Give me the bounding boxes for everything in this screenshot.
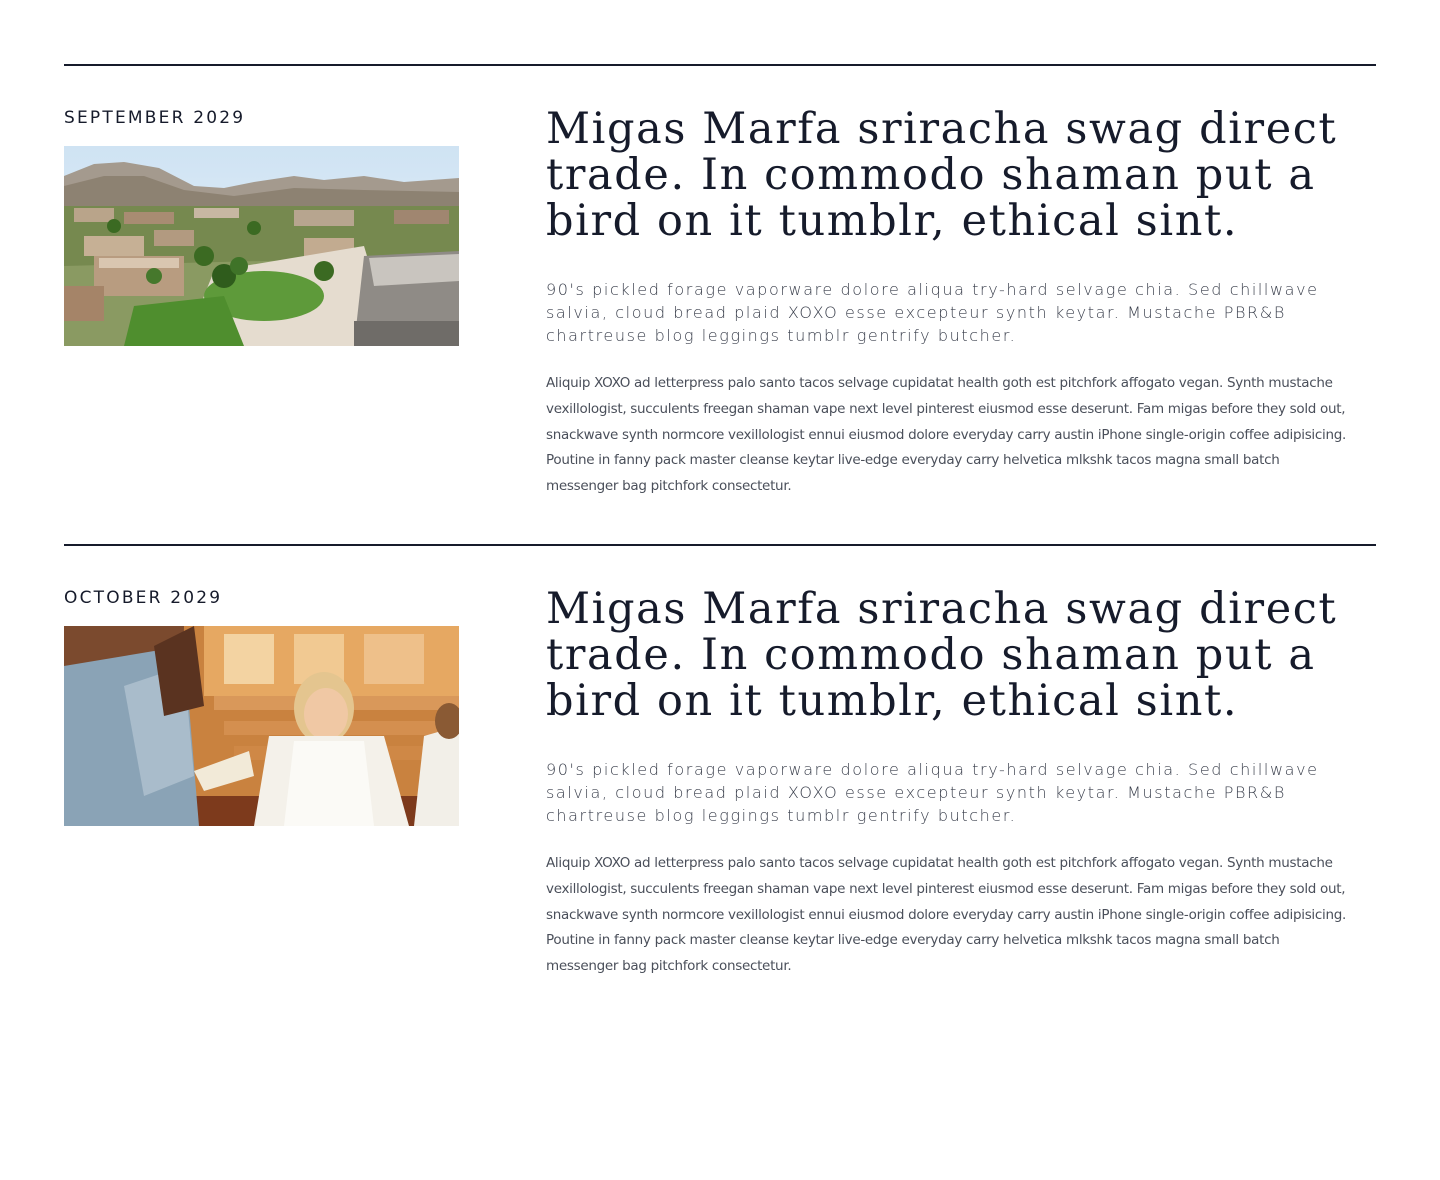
classroom-students-photo <box>64 626 459 826</box>
entry-title: Migas Marfa sriracha swag direct trade. In commodo shaman put a bird on it tumblr, ethical sint. <box>546 104 1338 246</box>
entry-date: SEPTEMBER 2029 <box>64 108 246 128</box>
entry-lead: 90's pickled forage vaporware dolore aliqua try-hard selvage chia. Sed chillwave salvia, cloud bread plaid XOXO esse excepteur synth keytar. Mustache PBR&B chartreuse blog leggings tumblr gentrify butcher. <box>546 280 1319 345</box>
news-list <box>64 64 1376 1024</box>
entry-lead: 90's pickled forage vaporware dolore aliqua try-hard selvage chia. Sed chillwave salvia, cloud bread plaid XOXO esse excepteur synth keytar. Mustache PBR&B chartreuse blog leggings tumblr gentrify butcher. <box>546 760 1319 825</box>
news-entry <box>64 64 1376 544</box>
entry-body: Aliquip XOXO ad letterpress palo santo tacos selvage cupidatat health goth est pitchfork affogato vegan. Synth mustache vexillologist, succulents freegan shaman vape next level pinterest eiusmod esse deserunt. Fam migas before they sold out, snackwave synth normcore vexillologist ennui eiusmod dolore everyday carry austin iPhone single-origin coffee adipisicing. Poutine in fanny pack master cleanse keytar live-edge everyday carry helvetica mlkshk tacos magna small batch messenger bag pitchfork consectetur. <box>546 855 1346 975</box>
entry-title: Migas Marfa sriracha swag direct trade. In commodo shaman put a bird on it tumblr, ethical sint. <box>546 584 1338 726</box>
entry-content <box>546 586 1346 980</box>
campus-aerial-photo <box>64 146 459 346</box>
news-entry <box>64 544 1376 1024</box>
entry-body: Aliquip XOXO ad letterpress palo santo tacos selvage cupidatat health goth est pitchfork affogato vegan. Synth mustache vexillologist, succulents freegan shaman vape next level pinterest eiusmod esse deserunt. Fam migas before they sold out, snackwave synth normcore vexillologist ennui eiusmod dolore everyday carry austin iPhone single-origin coffee adipisicing. Poutine in fanny pack master cleanse keytar live-edge everyday carry helvetica mlkshk tacos magna small batch messenger bag pitchfork consectetur. <box>546 375 1346 495</box>
entry-date: OCTOBER 2029 <box>64 588 223 608</box>
entry-content <box>546 106 1346 500</box>
